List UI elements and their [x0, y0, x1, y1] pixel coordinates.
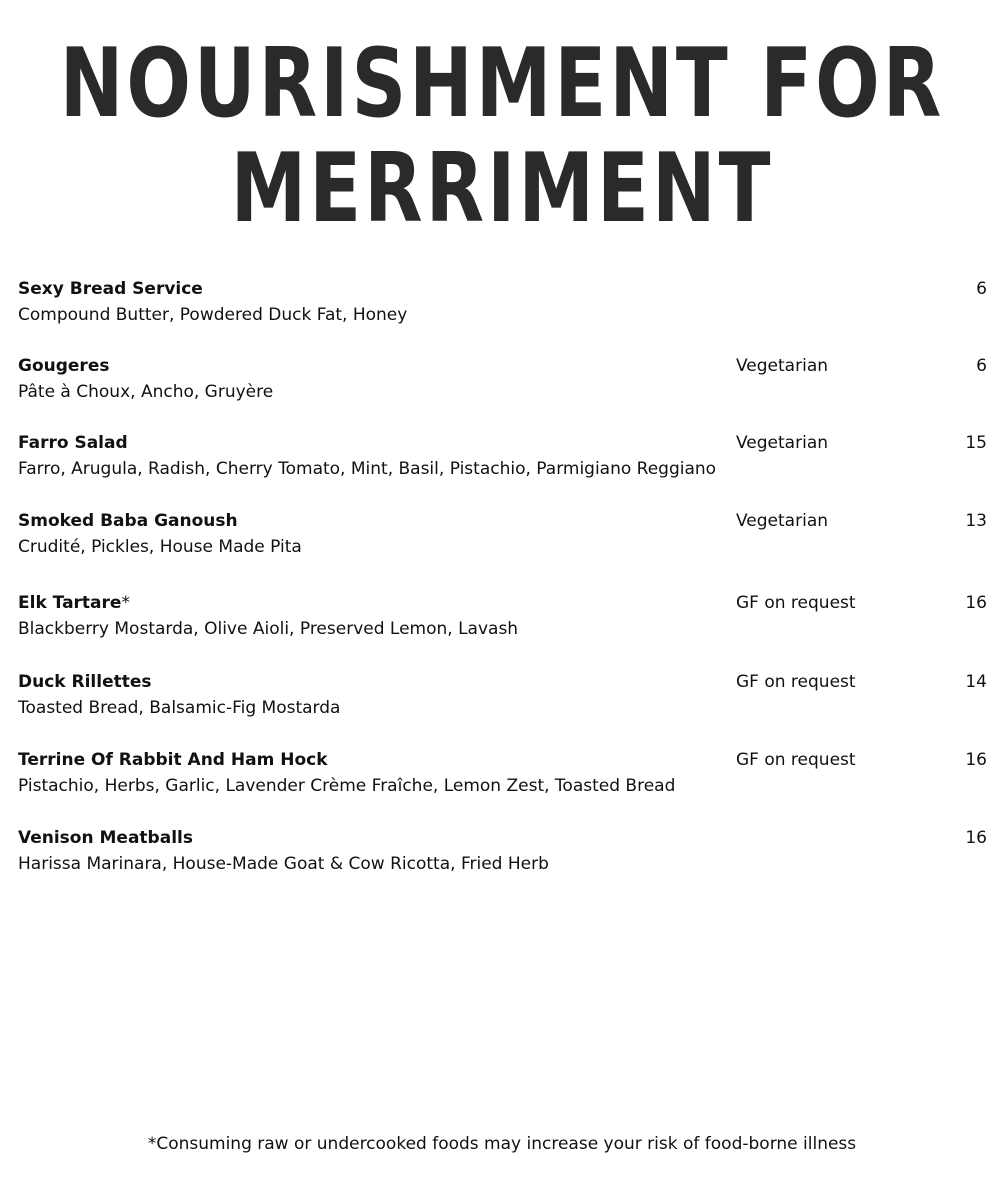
menu-item-duck-rillettes — [0, 672, 1004, 732]
item-description: Pistachio, Herbs, Garlic, Lavender Crème Fraîche, Lemon Zest, Toasted Bread — [18, 776, 676, 796]
menu-item-gougeres — [0, 356, 1004, 416]
item-name: Terrine Of Rabbit And Ham Hock — [18, 750, 328, 770]
item-description: Pâte à Choux, Ancho, Gruyère — [18, 382, 274, 402]
menu-title-line-2: MERRIMENT — [230, 132, 774, 244]
item-name: Elk Tartare* — [18, 593, 130, 613]
item-price: 13 — [965, 511, 987, 531]
item-description: Harissa Marinara, House-Made Goat & Cow Ricotta, Fried Herb — [18, 854, 549, 874]
item-name: Sexy Bread Service — [18, 279, 203, 299]
raw-food-warning-footnote: *Consuming raw or undercooked foods may increase your risk of food-borne illness — [147, 1134, 857, 1154]
item-description: Compound Butter, Powdered Duck Fat, Honey — [18, 305, 408, 325]
item-description: Toasted Bread, Balsamic-Fig Mostarda — [18, 698, 341, 718]
item-name: Farro Salad — [18, 433, 128, 453]
item-dietary-tag: Vegetarian — [736, 511, 829, 531]
menu-item-smoked-baba-ganoush — [0, 511, 1004, 571]
item-dietary-tag: GF on request — [736, 593, 856, 613]
menu-item-farro-salad — [0, 433, 1004, 493]
menu-item-sexy-bread-service — [0, 279, 1004, 339]
item-price: 6 — [976, 279, 987, 299]
menu-item-venison-meatballs — [0, 828, 1004, 888]
item-name: Smoked Baba Ganoush — [18, 511, 238, 531]
item-description: Crudité, Pickles, House Made Pita — [18, 537, 302, 557]
item-name: Venison Meatballs — [18, 828, 193, 848]
item-price: 6 — [976, 356, 987, 376]
item-price: 16 — [965, 593, 987, 613]
item-description: Farro, Arugula, Radish, Cherry Tomato, Mint, Basil, Pistachio, Parmigiano Reggiano — [18, 459, 717, 479]
item-price: 16 — [965, 750, 987, 770]
item-dietary-tag: Vegetarian — [736, 356, 829, 376]
item-price: 14 — [965, 672, 987, 692]
menu-item-elk-tartare — [0, 593, 1004, 653]
item-dietary-tag: GF on request — [736, 672, 856, 692]
item-name: Duck Rillettes — [18, 672, 152, 692]
item-dietary-tag: Vegetarian — [736, 433, 829, 453]
item-price: 15 — [965, 433, 987, 453]
item-description: Blackberry Mostarda, Olive Aioli, Preserved Lemon, Lavash — [18, 619, 519, 639]
item-price: 16 — [965, 828, 987, 848]
item-dietary-tag: GF on request — [736, 750, 856, 770]
menu-title-line-1: NOURISHMENT FOR — [59, 27, 945, 139]
item-name: Gougeres — [18, 356, 110, 376]
menu-item-terrine-of-rabbit-and-ham-hock — [0, 750, 1004, 810]
